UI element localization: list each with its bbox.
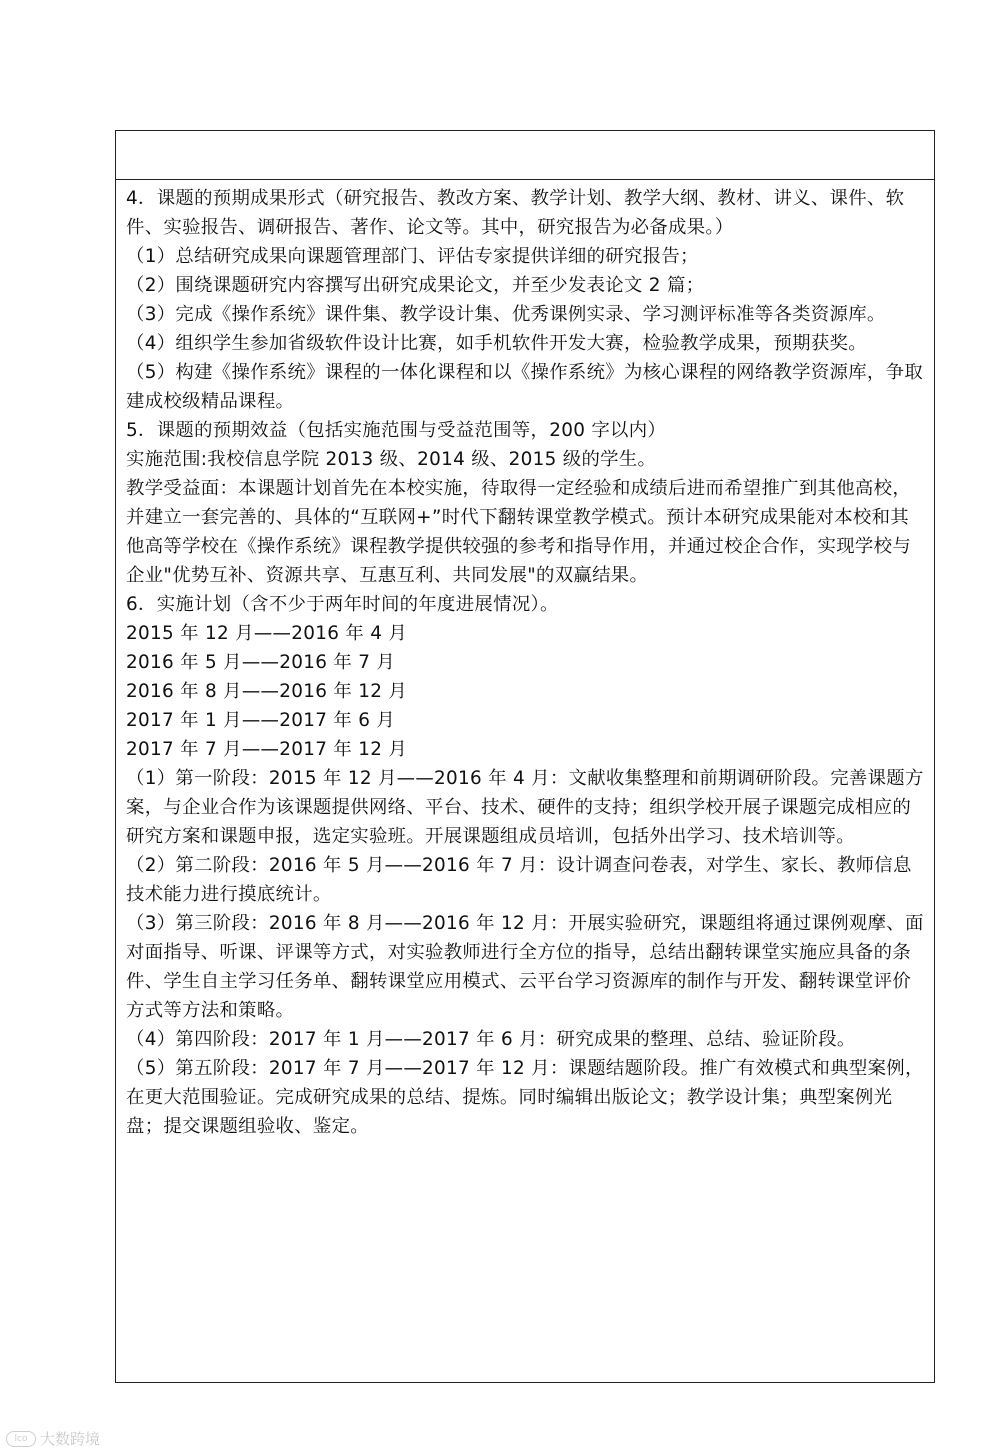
empty-header-cell [116,131,934,180]
section-4-heading: 4．课题的预期成果形式（研究报告、教改方案、教学计划、教学大纲、教材、讲义、课件、软件、实验报告、调研报告、著作、论文等。其中，研究报告为必备成果。） [126,188,905,238]
section-4-item: （5）构建《操作系统》课程的一体化课程和以《操作系统》为核心课程的网络教学资源库，争取建成校级精品课程。 [126,362,924,412]
section-4-item: （3）完成《操作系统》课件集、教学设计集、优秀课例实录、学习测评标准等各类资源库。 [126,304,886,325]
section-4-item: （1）总结研究成果向课题管理部门、评估专家提供详细的研究报告； [126,246,699,267]
section-6-heading: 6．实施计划（含不少于两年时间的年度进展情况）。 [126,594,559,615]
section-5-heading: 5．课题的预期效益（包括实施范围与受益范围等，200 字以内） [126,420,667,441]
plan-period: 2015 年 12 月——2016 年 4 月 [126,623,408,644]
section-5-scope: 实施范围:我校信息学院 2013 级、2014 级、2015 级的学生。 [126,449,657,470]
form-table [115,130,935,1383]
plan-stage: （4）第四阶段：2017 年 1 月——2017 年 6 月：研究成果的整理、总结、验证阶段。 [126,1029,856,1050]
plan-stage: （2）第二阶段：2016 年 5 月——2016 年 7 月：设计调查问卷表，对学生、家长、教师信息技术能力进行摸底统计。 [126,855,912,905]
plan-stage: （5）第五阶段：2017 年 7 月——2017 年 12 月：课题结题阶段。推广有效模式和典型案例，在更大范围验证。完成研究成果的总结、提炼。同时编辑出版论文；教学设计集；典型案例光盘；提交课题组验收、鉴定。 [126,1058,924,1137]
section-5-benefit: 教学受益面：本课题计划首先在本校实施，待取得一定经验和成绩后进而希望推广到其他高校，并建立一套完善的、具体的“互联网+”时代下翻转课堂教学模式。预计本研究成果能对本校和其他高等学校在《操作系统》课程教学提供较强的参考和指导作用，并通过校企合作，实现学校与企业"优势互补、资源共享、互惠互利、共同发展"的双赢结果。 [126,478,912,586]
plan-stage: （1）第一阶段：2015 年 12 月——2016 年 4 月：文献收集整理和前期调研阶段。完善课题方案，与企业合作为该课题提供网络、平台、技术、硬件的支持；组织学校开展子课题完成相应的研究方案和课题申报，选定实验班。开展课题组成员培训，包括外出学习、技术培训等。 [126,768,924,847]
plan-period: 2017 年 1 月——2017 年 6 月 [126,710,396,731]
content-cell [126,184,926,1141]
section-4-item: （4）组织学生参加省级软件设计比赛，如手机软件开发大赛，检验教学成果，预期获奖。 [126,333,867,354]
plan-period: 2016 年 8 月——2016 年 12 月 [126,681,408,702]
watermark-text: 大数跨境 [40,1430,101,1448]
plan-stage: （3）第三阶段：2016 年 8 月——2016 年 12 月：开展实验研究，课题组将通过课例观摩、面对面指导、听课、评课等方式，对实验教师进行全方位的指导，总结出翻转课堂实施应具备的条件、学生自主学习任务单、翻转课堂应用模式、云平台学习资源库的制作与开发、翻转课堂评价方式等方法和策略。 [126,913,924,1021]
plan-period: 2017 年 7 月——2017 年 12 月 [126,739,408,760]
section-4-item: （2）围绕课题研究内容撰写出研究成果论文，并至少发表论文 2 篇； [126,275,705,296]
brand-logo-icon: lco [6,1431,36,1447]
watermark [6,1428,100,1449]
plan-period: 2016 年 5 月——2016 年 7 月 [126,652,396,673]
